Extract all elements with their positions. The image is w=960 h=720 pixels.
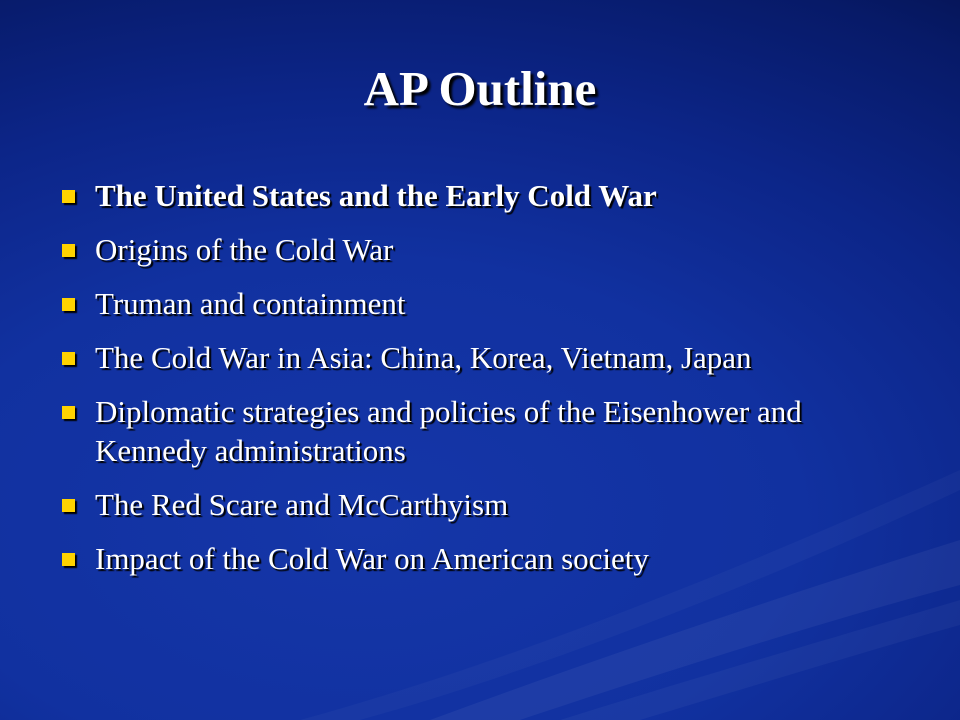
bullet-item [60,539,880,578]
bullet-text: The Cold War in Asia: China, Korea, Vietnam, Japan [95,340,752,375]
square-bullet-icon [62,406,75,419]
square-bullet-icon [62,298,75,311]
bullet-list [60,176,880,593]
slide-title: AP Outline [363,61,597,116]
bullet-text: Truman and containment [95,286,406,321]
square-bullet-icon [62,352,75,365]
bullet-item [60,392,880,470]
square-bullet-icon [62,499,75,512]
bullet-item [60,338,880,377]
bullet-item [60,485,880,524]
square-bullet-icon [62,553,75,566]
bullet-item [60,230,880,269]
square-bullet-icon [62,190,75,203]
bullet-text: The Red Scare and McCarthyism [95,487,509,522]
bullet-text: The United States and the Early Cold War [95,178,657,213]
bullet-text: Origins of the Cold War [95,232,394,267]
bullet-text: Diplomatic strategies and policies of the Eisenhower and Kennedy administrations [95,394,802,468]
bullet-item [60,176,880,215]
square-bullet-icon [62,244,75,257]
bullet-text: Impact of the Cold War on American society [95,541,649,576]
bullet-item [60,284,880,323]
